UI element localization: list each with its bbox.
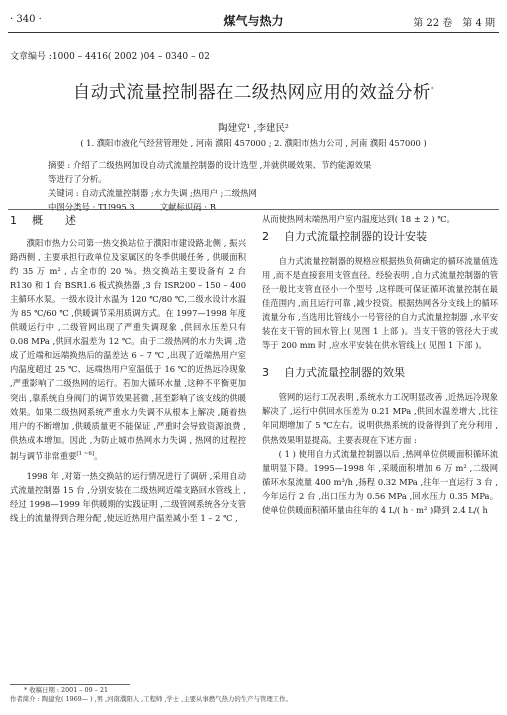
volume-issue: 第 22 卷 第 4 期 <box>413 18 495 29</box>
page-number: · 340 · <box>10 14 42 25</box>
paragraph-2: 1998 年 ,对第一热交换站的运行情况进行了调研 ,采用自动式流量控制器 15 台 ,分别安装在二级热网近端支路回水管线上 ,经过 1998—1999 年供暖期的实践证明 ,二级管网系统各分支管线上的流量得到合理分配 ,使远近热用户温差减小至 1 – 2 ℃ , <box>10 470 246 523</box>
article-number: 文章编号 :1000 – 4416( 2002 )04 – 0340 – 02 <box>10 52 210 62</box>
section-3-heading <box>262 364 498 382</box>
paragraph-5: ( 1 ) 使用自力式流量控制器以后 ,热网单位供暖面积循环流量明显下降。1995—1998 年 ,采暖面积增加 6 万 m² ,二级网循环水泵流量 400 m³/h ,扬程 0.32 MPa ,往年一直运行 3 台 ,今年运行 2 台 ,出口压力为 0.56 MPa ,回水压力 0.35 MPa。使单位供暖面积循环量由往年的 4 L/( h · m² )降到 2.4 L/( h <box>262 448 498 515</box>
abstract-rule <box>8 209 499 210</box>
right-column <box>262 212 498 517</box>
paper-title <box>0 79 507 104</box>
footnote-rule <box>10 684 130 685</box>
section-3-number: 3 <box>262 366 269 380</box>
paragraph-continued: 从而使热网末端热用户室内温度达到( 18 ± 2 ) ℃。 <box>262 214 455 224</box>
paragraph-1-end: 。 <box>94 450 103 461</box>
section-2-heading <box>262 228 498 246</box>
section-2-number: 2 <box>262 230 269 244</box>
section-1-title: 概 述 <box>32 214 76 227</box>
classification: 中图分类号 : TU995.3 文献标识码 : B <box>48 202 216 212</box>
affiliation: ( 1. 濮阳市液化气经营管理处 , 河南 濮阳 457000 ; 2. 濮阳市热力公司 , 河南 濮阳 457000 ) <box>80 138 427 148</box>
received-date: * 收稿日期 : 2001 – 09 – 21 <box>24 686 109 694</box>
abstract-block <box>48 158 468 214</box>
footnote <box>10 686 292 704</box>
paragraph-1-ref: [1 ~6] <box>76 450 95 457</box>
section-1-number: 1 <box>10 214 17 227</box>
abstract-line-2: 等进行了分析。 <box>48 174 107 184</box>
authors: 陶建党¹ ,李建民² <box>218 123 289 134</box>
section-1-heading <box>10 212 246 230</box>
paragraph-4: 管网的运行工况表明 ,系统水力工况明显改善 ,近热远冷现象解决了 ,运行中供回水压差为 0.21 MPa ,供回水温差增大 ,比往年同期增加了 5 ℃左右。说明供热系统的设备得到了充分利用 ,供热效果明显提高。主要表现在下述方面 : <box>262 392 498 445</box>
paragraph-1-text: 濮阳市热力公司第一热交换站位于濮阳市建设路北侧 , 振兴路西侧 , 主要承担行政单位及家属区的冬季供暖任务 , 供暖面积约 35 万 m² , 占全市的 20 %。热交换站主要设备有 2 台 R130 和 1 台 BSR1.6 板式换热器 ,3 台 ISR200 – 150 – 400 主循环水泵。一级水设计水温为 120 ℃/80 ℃,二级水设计水温为 85 ℃/60 ℃ ,供暖调节采用质调方式。在 1997—1998 年度供暖运行中 ,二级管网出现了严重失调现象 ,供回水压差只有 0.08 MPa ,供回水温差为 12 ℃。由于二级热网的水力失调 ,造成了近端和远端换热后的温差达 6 – 7 ℃ ,出现了近端热用户室内温度超过 25 ℃、远端热用户室温低于 16 ℃的近热远冷现象 ,严重影响了二级热网的运行。若加大循环水量 ,这种不平衡更加突出 ,靠系统自身阀门的调节效果甚微 ,甚至影响了该支线的供暖效果。如果二级热网系统严重水力失调不从根本上解决 ,随着热用户的不断增加 ,供暖质量更不能保证 ,严重时会导致资源浪费 ,供热成本增加。因此 ,为防止城市热网水力失调 , 热网的过程控制与调节非常重要 <box>10 238 246 461</box>
section-3-title: 自力式流量控制器的效果 <box>284 366 405 380</box>
paragraph-3: 自力式流量控制器的规格应根据热负荷确定的循环流量值选用 ,而不是直接套用支管直径。经验表明 ,自力式流量控制器的管径一般比支管直径小一个型号 ,这样既可保证循环流量控制在最佳范围内 ,而且运行可靠 ,减少投资。根据热网各分支线上的循环流量分布 ,当选用比管线小一号管径的自力式流量控制器 ,水平安装在支干管的回水管上( 见图 1 上部 )。当支干管的管径大于或等于 200 mm 时 ,应水平安装在供水管线上( 见图 1 下部 )。 <box>262 256 498 351</box>
section-2-title: 自力式流量控制器的设计安装 <box>284 230 427 244</box>
keywords: 关键词 : 自动式流量控制器 ;水力失调 ;热用户 ;二级热网 <box>48 188 257 198</box>
paragraph-1 <box>10 236 246 463</box>
paper-title-text: 自动式流量控制器在二级热网应用的效益分析 <box>72 83 431 103</box>
header-rule <box>8 32 499 33</box>
journal-name: 煤气与热力 <box>223 14 284 28</box>
left-column <box>10 212 246 525</box>
title-footnote-mark: * <box>430 86 435 94</box>
author-bio: 作者简介 : 陶建党( 1969— ) ,男 ,河南濮阳人 ,工程师 ,学士 ,主要从事燃气热力的生产与管理工作。 <box>10 695 292 703</box>
abstract-line-1: 摘要 : 介绍了二级热网加设自动式流量控制器的设计选型 ,并就供暖效果、节约能源效果 <box>48 160 372 170</box>
